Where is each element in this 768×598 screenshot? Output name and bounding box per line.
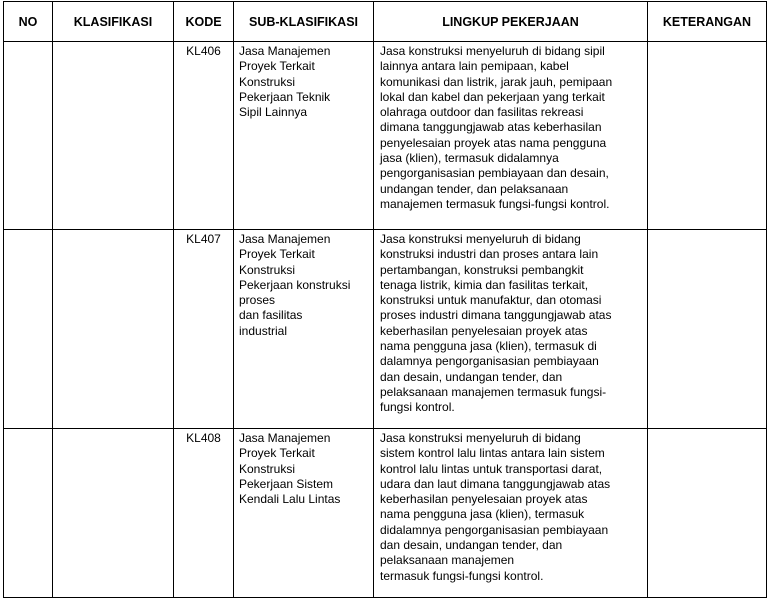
lingkup-line: dan desain, undangan tender, dan	[380, 369, 563, 384]
cell-klasifikasi	[53, 42, 174, 230]
sub-klasifikasi-line: Pekerjaan konstruksi	[239, 277, 351, 292]
lingkup-line: jasa (klien), termasuk didalamnya	[380, 151, 559, 166]
lingkup-line: proses industri dimana tanggungjawab atas	[380, 308, 612, 323]
lingkup-line: kontrol lalu lintas untuk transportasi darat,	[380, 461, 603, 476]
cell-kode: KL408	[174, 429, 234, 598]
sub-klasifikasi-line: Proyek Terkait	[239, 59, 315, 74]
lingkup-line: pelaksanaan manajemen termasuk fungsi-	[380, 384, 607, 399]
lingkup-line: lainnya antara lain pemipaan, kabel	[380, 59, 569, 74]
lingkup-line: keberhasilan penyelesaian proyek atas	[380, 492, 588, 507]
lingkup-line: keberhasilan penyelesaian proyek atas	[380, 323, 588, 338]
cell-keterangan	[648, 230, 767, 429]
lingkup-line: termasuk fungsi-fungsi kontrol.	[380, 568, 544, 583]
lingkup-line: pengorganisasian pembiayaan dan desain,	[380, 166, 609, 181]
sub-klasifikasi-line: proses	[239, 293, 276, 308]
lingkup-line: nama pengguna jasa (klien), termasuk	[380, 507, 585, 522]
cell-kode: KL407	[174, 230, 234, 429]
header-sub-klasifikasi: SUB-KLASIFIKASI	[234, 2, 374, 42]
header-lingkup-pekerjaan: LINGKUP PEKERJAAN	[374, 2, 648, 42]
cell-no	[4, 230, 53, 429]
lingkup-line: pertambangan, konstruksi pembangkit	[380, 262, 584, 277]
header-keterangan: KETERANGAN	[648, 2, 767, 42]
cell-lingkup-pekerjaan	[374, 230, 648, 429]
lingkup-line: nama pengguna jasa (klien), termasuk di	[380, 339, 597, 354]
sub-klasifikasi-line: dan fasilitas	[239, 308, 303, 323]
lingkup-line: Jasa konstruksi menyeluruh di bidang	[380, 232, 581, 246]
cell-keterangan	[648, 42, 767, 230]
sub-klasifikasi-line: Proyek Terkait	[239, 446, 315, 461]
cell-kode: KL406	[174, 42, 234, 230]
sub-klasifikasi-line: Sipil Lainnya	[239, 105, 308, 120]
lingkup-line: manajemen termasuk fungsi-fungsi kontrol.	[380, 196, 610, 211]
cell-sub-klasifikasi	[234, 230, 374, 429]
sub-klasifikasi-line: Konstruksi	[239, 262, 296, 277]
sub-klasifikasi-line: Kendali Lalu Lintas	[239, 492, 341, 507]
lingkup-line: Jasa konstruksi menyeluruh di bidang sipil	[380, 44, 605, 58]
cell-no	[4, 429, 53, 598]
lingkup-line: penyelesaian proyek atas nama pengguna	[380, 135, 607, 150]
lingkup-line: komunikasi dan listrik, jarak jauh, pemipaan	[380, 74, 613, 89]
sub-klasifikasi-line: Pekerjaan Teknik	[239, 89, 331, 104]
lingkup-line: dalamnya pengorganisasian pembiayaan	[380, 354, 599, 369]
lingkup-line: konstruksi industri dan proses antara lain	[380, 247, 599, 262]
lingkup-line: tenaga listrik, kimia dan fasilitas terkait,	[380, 277, 589, 292]
header-row	[4, 2, 767, 42]
table-row	[4, 42, 767, 230]
lingkup-line: olahraga outdoor dan fasilitas rekreasi	[380, 105, 584, 120]
sub-klasifikasi-line: Jasa Manajemen	[239, 232, 331, 246]
cell-sub-klasifikasi	[234, 42, 374, 230]
sub-klasifikasi-line: Jasa Manajemen	[239, 44, 331, 58]
lingkup-line: dimana tanggungjawab atas keberhasilan	[380, 120, 602, 135]
sub-klasifikasi-line: Konstruksi	[239, 74, 296, 89]
cell-klasifikasi	[53, 230, 174, 429]
cell-sub-klasifikasi	[234, 429, 374, 598]
sub-klasifikasi-line: Jasa Manajemen	[239, 431, 331, 445]
lingkup-line: fungsi kontrol.	[380, 400, 455, 415]
lingkup-line: dan desain, undangan tender, dan	[380, 538, 563, 553]
lingkup-line: undangan tender, dan pelaksanaan	[380, 181, 569, 196]
header-klasifikasi: KLASIFIKASI	[53, 2, 174, 42]
lingkup-line: didalamnya pengorganisasian pembiayaan	[380, 522, 609, 537]
cell-keterangan	[648, 429, 767, 598]
table-row	[4, 230, 767, 429]
lingkup-line: pelaksanaan manajemen	[380, 553, 515, 568]
lingkup-line: sistem kontrol lalu lintas antara lain sistem	[380, 446, 605, 461]
classification-table	[3, 1, 767, 598]
lingkup-line: udara dan laut dimana tanggungjawab atas	[380, 476, 611, 491]
header-no: NO	[4, 2, 53, 42]
cell-lingkup-pekerjaan	[374, 429, 648, 598]
cell-lingkup-pekerjaan	[374, 42, 648, 230]
lingkup-line: Jasa konstruksi menyeluruh di bidang	[380, 431, 581, 445]
cell-no	[4, 42, 53, 230]
sub-klasifikasi-line: Proyek Terkait	[239, 247, 315, 262]
cell-klasifikasi	[53, 429, 174, 598]
lingkup-line: lokal dan kabel dan pekerjaan yang terkait	[380, 89, 605, 104]
sub-klasifikasi-line: industrial	[239, 323, 288, 338]
header-kode: KODE	[174, 2, 234, 42]
sub-klasifikasi-line: Konstruksi	[239, 461, 296, 476]
lingkup-line: konstruksi untuk manufaktur, dan otomasi	[380, 293, 602, 308]
table-row	[4, 429, 767, 598]
sub-klasifikasi-line: Pekerjaan Sistem	[239, 476, 334, 491]
